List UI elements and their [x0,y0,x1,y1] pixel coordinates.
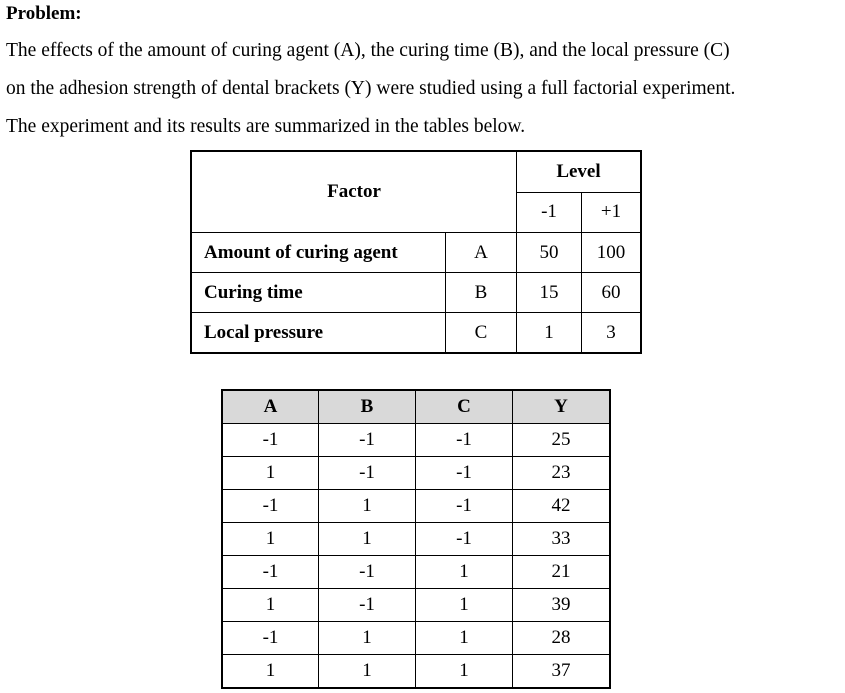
header-y: Y [513,390,611,424]
factor-low-value: 15 [517,273,582,313]
cell-y: 23 [513,457,611,490]
cell-y: 39 [513,589,611,622]
cell-y: 25 [513,424,611,457]
cell-c: -1 [416,523,513,556]
cell-b: 1 [319,523,416,556]
cell-c: 1 [416,589,513,622]
cell-c: -1 [416,424,513,457]
cell-c: -1 [416,490,513,523]
cell-b: 1 [319,622,416,655]
factor-code: A [446,233,517,273]
cell-y: 37 [513,655,611,689]
table-row [222,622,610,655]
factor-high-value: 3 [582,313,642,354]
cell-c: -1 [416,457,513,490]
table-row [222,655,610,689]
level-header: Level [517,151,642,192]
cell-y: 42 [513,490,611,523]
table-row [222,523,610,556]
problem-heading: Problem: [6,3,82,24]
cell-b: -1 [319,556,416,589]
factor-high-value: 60 [582,273,642,313]
cell-c: 1 [416,556,513,589]
cell-c: 1 [416,655,513,689]
results-table [221,389,611,689]
factor-name: Amount of curing agent [191,233,446,273]
factor-name: Local pressure [191,313,446,354]
factor-code: B [446,273,517,313]
cell-a: 1 [222,655,319,689]
cell-y: 33 [513,523,611,556]
cell-a: -1 [222,556,319,589]
level-low-header: -1 [517,192,582,233]
header-b: B [319,390,416,424]
cell-b: 1 [319,655,416,689]
table-row [222,424,610,457]
problem-statement [6,32,842,146]
factor-high-value: 100 [582,233,642,273]
table-row [222,556,610,589]
results-header-row [222,390,610,424]
problem-line: The effects of the amount of curing agent (A), the curing time (B), and the local pressure (C) [6,40,730,61]
cell-a: 1 [222,589,319,622]
header-c: C [416,390,513,424]
cell-b: -1 [319,424,416,457]
factor-level-table [190,150,642,354]
cell-y: 21 [513,556,611,589]
cell-a: -1 [222,490,319,523]
cell-b: -1 [319,457,416,490]
level-high-header: +1 [582,192,642,233]
factor-low-value: 1 [517,313,582,354]
table-row [222,490,610,523]
table-row [222,589,610,622]
cell-c: 1 [416,622,513,655]
cell-y: 28 [513,622,611,655]
factor-name: Curing time [191,273,446,313]
factor-row [191,313,641,354]
header-a: A [222,390,319,424]
factor-row [191,273,641,313]
problem-line: on the adhesion strength of dental brackets (Y) were studied using a full factorial experiment. [6,78,736,99]
cell-b: 1 [319,490,416,523]
factor-header: Factor [191,151,517,233]
cell-a: -1 [222,622,319,655]
table-row [222,457,610,490]
cell-a: 1 [222,457,319,490]
cell-b: -1 [319,589,416,622]
cell-a: -1 [222,424,319,457]
factor-code: C [446,313,517,354]
factor-low-value: 50 [517,233,582,273]
problem-line: The experiment and its results are summarized in the tables below. [6,116,526,137]
factor-row [191,233,641,273]
cell-a: 1 [222,523,319,556]
